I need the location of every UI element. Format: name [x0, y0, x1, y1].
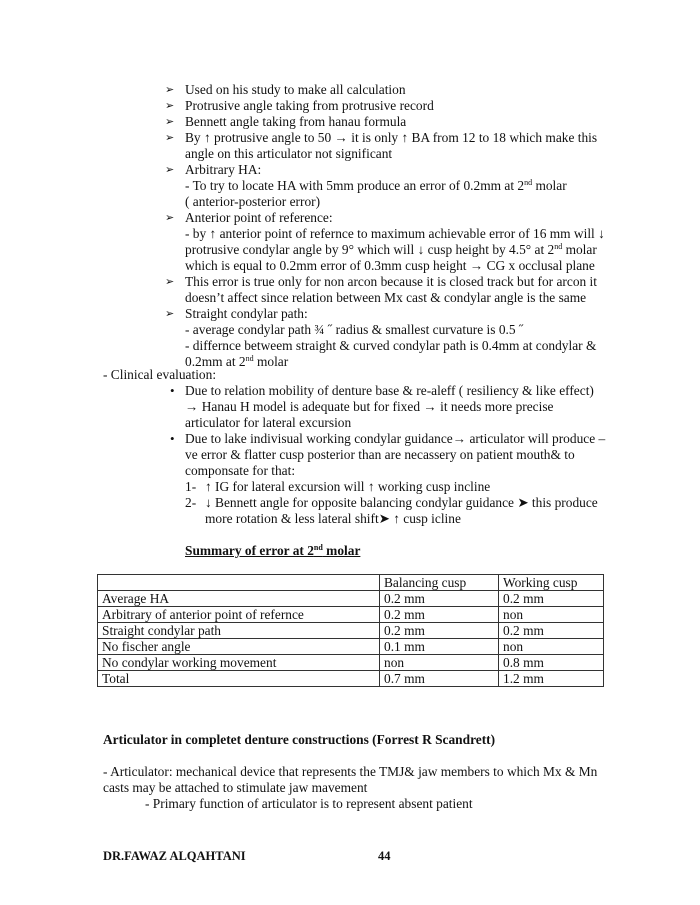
- table-cell: Average HA: [98, 591, 380, 607]
- list-item: more rotation & less lateral shift➤ ↑ cusp icline: [205, 511, 461, 526]
- footer-author: DR.FAWAZ ALQAHTANI: [103, 849, 246, 863]
- table-cell: No condylar working movement: [98, 655, 380, 671]
- arrow-bullet-icon: ➢: [165, 116, 175, 128]
- bullet-text: Due to lake indivisual working condylar guidance→ articulator will produce –: [185, 431, 606, 446]
- table-cell: 0.2 mm: [499, 623, 604, 639]
- table-cell: non: [380, 655, 499, 671]
- table-cell: 0.2 mm: [380, 607, 499, 623]
- bullet-text: componsate for that:: [185, 463, 296, 478]
- bullet-text: doesn’t affect since relation between Mx cast & condylar angle is the same: [185, 290, 587, 305]
- list-item: ↓ Bennett angle for opposite balancing condylar guidance ➤ this produce: [205, 495, 598, 510]
- table-row: [98, 623, 604, 639]
- bullet-heading: Arbitrary HA:: [185, 162, 262, 177]
- arrow-bullet-icon: ➢: [165, 132, 175, 144]
- table-row: [98, 607, 604, 623]
- error-summary-table: [97, 574, 604, 687]
- bullet-text: This error is true only for non arcon because it is closed track but for arcon it: [185, 274, 597, 289]
- bullet-text: - differnce betweem straight & curved condylar path is 0.4mm at condylar &: [185, 338, 597, 353]
- table-header-cell: Working cusp: [499, 575, 604, 591]
- table-row: [98, 655, 604, 671]
- table-cell: 0.7 mm: [380, 671, 499, 687]
- arrow-bullet-icon: ➢: [165, 212, 175, 224]
- bullet-text: - average condylar path ¾ ˝ radius & smallest curvature is 0.5 ˝: [185, 322, 524, 337]
- table-row: [98, 639, 604, 655]
- table-header-row: [98, 575, 604, 591]
- table-title: Summary of error at 2nd molar: [185, 543, 361, 558]
- table-row: [98, 591, 604, 607]
- bullet-heading: Straight condylar path:: [185, 306, 308, 321]
- table-cell: 0.8 mm: [499, 655, 604, 671]
- arrow-bullet-icon: ➢: [165, 308, 175, 320]
- bullet-text: Used on his study to make all calculation: [185, 82, 406, 97]
- bullet-text: 0.2mm at 2nd molar: [185, 354, 289, 369]
- section-heading: - Clinical evaluation:: [103, 367, 217, 382]
- bullet-text: - To try to locate HA with 5mm produce an error of 0.2mm at 2nd molar: [185, 178, 567, 193]
- round-bullet-icon: •: [170, 383, 175, 398]
- bullet-text: Due to relation mobility of denture base & re-aleff ( resiliency & like effect): [185, 383, 594, 398]
- arrow-bullet-icon: ➢: [165, 100, 175, 112]
- paragraph-line: casts may be attached to stimulate jaw mavement: [103, 780, 368, 795]
- bullet-text: protrusive condylar angle by 9° which will ↓ cusp height by 4.5° at 2nd molar: [185, 242, 597, 257]
- bullet-text: Bennett angle taking from hanau formula: [185, 114, 407, 129]
- bullet-text: which is equal to 0.2mm error of 0.3mm cusp height → CG x occlusal plane: [185, 258, 595, 273]
- table-header-cell: Balancing cusp: [380, 575, 499, 591]
- bullet-text: → Hanau H model is adequate but for fixed → it needs more precise: [185, 399, 554, 414]
- paragraph-line: - Articulator: mechanical device that represents the TMJ& jaw members to which Mx & Mn: [103, 764, 598, 779]
- table-cell: No fischer angle: [98, 639, 380, 655]
- round-bullet-icon: •: [170, 431, 175, 446]
- table-cell: 0.2 mm: [380, 591, 499, 607]
- table-header-cell: [98, 575, 380, 591]
- bullet-text: ( anterior-posterior error): [185, 194, 321, 209]
- table-cell: non: [499, 639, 604, 655]
- arrow-bullet-icon: ➢: [165, 276, 175, 288]
- arrow-bullet-icon: ➢: [165, 84, 175, 96]
- table-cell: 0.2 mm: [499, 591, 604, 607]
- list-number: 1-: [185, 479, 197, 494]
- bullet-text: Protrusive angle taking from protrusive record: [185, 98, 434, 113]
- bullet-text: angle on this articulator not significant: [185, 146, 393, 161]
- paragraph-line: - Primary function of articulator is to represent absent patient: [145, 796, 473, 811]
- list-number: 2-: [185, 495, 197, 510]
- table-cell: non: [499, 607, 604, 623]
- arrow-bullet-icon: ➢: [165, 164, 175, 176]
- bullet-text: By ↑ protrusive angle to 50 → it is only ↑ BA from 12 to 18 which make this: [185, 130, 598, 145]
- table-row: [98, 671, 604, 687]
- table-cell: Total: [98, 671, 380, 687]
- table-cell: 0.2 mm: [380, 623, 499, 639]
- bullet-text: ve error & flatter cusp posterior than are necassery on patient mouth& to: [185, 447, 575, 462]
- bullet-heading: Anterior point of reference:: [185, 210, 333, 225]
- page-number: 44: [378, 849, 391, 863]
- table-cell: 0.1 mm: [380, 639, 499, 655]
- table-cell: Arbitrary of anterior point of refernce: [98, 607, 380, 623]
- bullet-text: - by ↑ anterior point of refernce to maximum achievable error of 16 mm will ↓: [185, 226, 605, 241]
- table-cell: Straight condylar path: [98, 623, 380, 639]
- section-heading: Articulator in completet denture constructions (Forrest R Scandrett): [103, 732, 496, 747]
- list-item: ↑ IG for lateral excursion will ↑ working cusp incline: [205, 479, 491, 494]
- bullet-text: articulator for lateral excursion: [185, 415, 352, 430]
- table-cell: 1.2 mm: [499, 671, 604, 687]
